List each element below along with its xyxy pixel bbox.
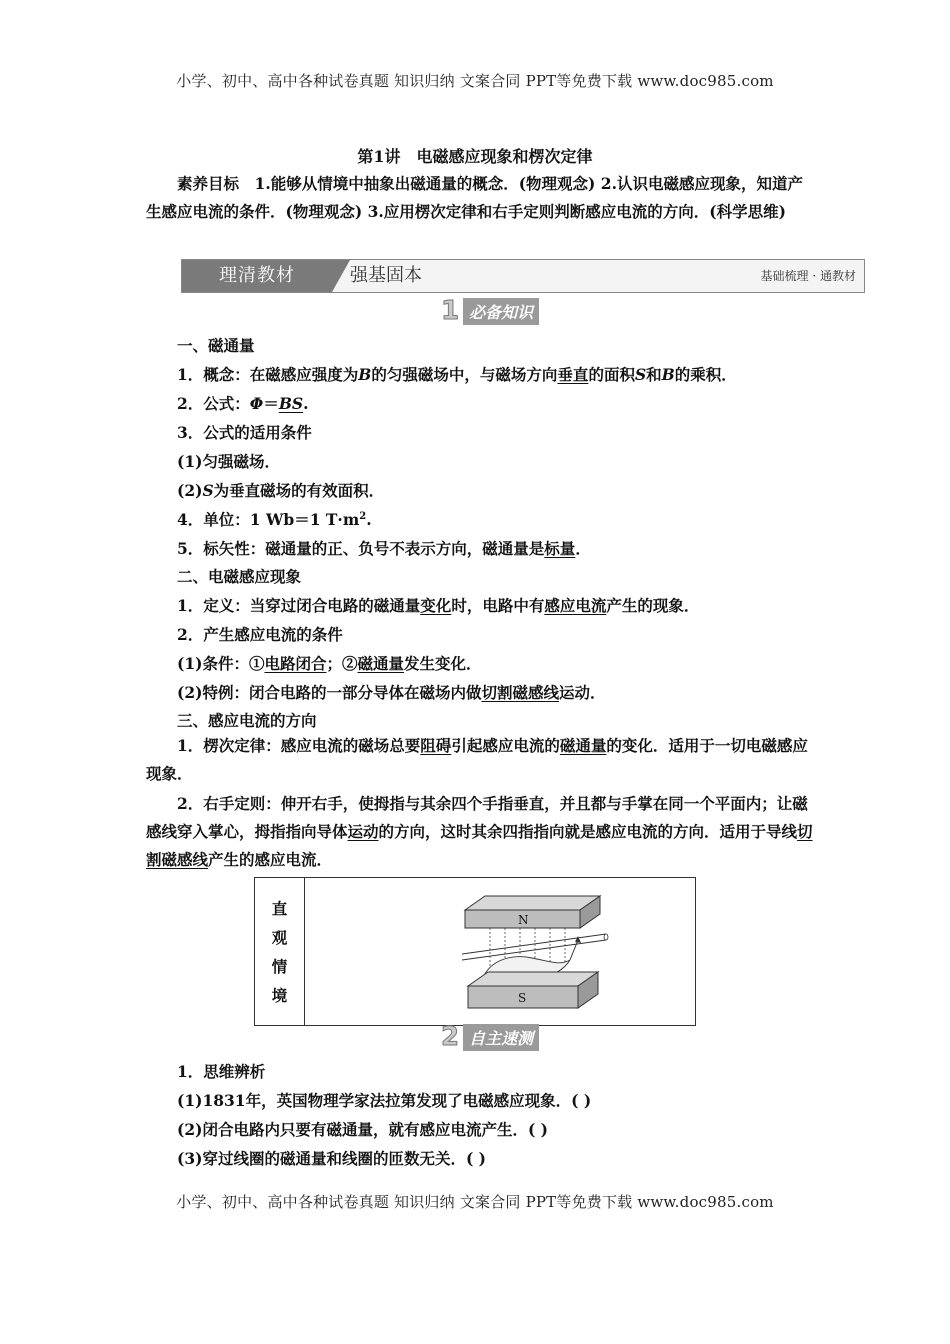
thumb-arrow — [570, 940, 578, 960]
text: 时，电路中有 — [451, 596, 545, 615]
heading-magnetic-flux: 一、磁通量 — [177, 336, 255, 355]
text: 产生的现象． — [606, 596, 700, 615]
heading-current-direction: 三、感应电流的方向 — [177, 711, 317, 730]
text: 的面积 — [588, 365, 635, 384]
flux-scalar — [177, 537, 591, 559]
condition-1: (1)匀强磁场． — [177, 452, 280, 471]
text: 的匀强磁场中，与磁场方向 — [371, 365, 558, 384]
flux-formula — [177, 392, 309, 414]
superscript: 2 — [359, 510, 367, 522]
banner-right: 基础梳理 · 通教材 — [760, 269, 856, 283]
banner-wedge — [332, 260, 350, 292]
text: 的变化．适用于一切电磁感应现象． — [146, 736, 808, 783]
goal-text: 1.能够从情境中抽象出磁通量的概念．(物理观念) 2.认识电磁感应现象，知道产生感应电流的条件．(物理观念) 3.应用楞次定律和右手定则判断感应电流的方向．(科学思维) — [146, 174, 803, 221]
var-b: B — [661, 365, 675, 384]
magnet-n-top — [465, 896, 600, 910]
text: 1．定义：当穿过闭合电路的磁通量 — [177, 596, 421, 615]
var-b: B — [358, 365, 372, 384]
text: 2．右手定则：伸开右手，使拇指与其余四个手指垂直，并且都与手掌在同一个平面内；让磁感线穿入掌心，拇指指向导体 — [146, 794, 808, 841]
text: ；② — [326, 654, 358, 673]
right-hand-rule — [146, 790, 814, 874]
var-s: S — [202, 481, 214, 500]
quiz-item-1: (1)1831年，英国物理学家法拉第发现了电磁感应现象．( ) — [177, 1091, 592, 1110]
answer-underline: 磁通量 — [559, 736, 607, 755]
answer-underline: 标量 — [544, 539, 576, 558]
section-banner — [181, 259, 865, 293]
text: 4．单位：1 Wb＝1 T·m — [177, 510, 360, 529]
text: (1)条件：① — [177, 654, 265, 673]
answer-underline: 磁通量 — [357, 654, 404, 673]
badge-label: 自主速测 — [463, 1024, 539, 1051]
figure-table — [254, 877, 696, 1026]
magnet-diagram — [460, 888, 610, 1016]
text: 2．公式： — [177, 394, 250, 413]
induction-conditions: 2．产生感应电流的条件 — [177, 625, 343, 644]
answer-underline: 感应电流 — [544, 596, 607, 615]
quiz-heading: 1．思维辨析 — [177, 1062, 266, 1081]
text: 运动． — [558, 683, 606, 702]
magnet-n-label: N — [518, 913, 529, 927]
text: 1．楞次定律：感应电流的磁场总要 — [177, 736, 421, 755]
answer-underline: 阻碍 — [420, 736, 452, 755]
var-phi: Φ — [249, 394, 264, 413]
answer-underline: BS — [278, 394, 304, 413]
answer-underline: 变化 — [420, 596, 452, 615]
flux-unit — [177, 508, 372, 530]
section-badge-1 — [441, 297, 539, 325]
text: 5．标矢性：磁通量的正、负号不表示方向，磁通量是 — [177, 539, 545, 558]
condition-2 — [177, 479, 384, 501]
text: 发生变化． — [404, 654, 482, 673]
label-char: 境 — [271, 985, 288, 1005]
text: (2)特例：闭合电路的一部分导体在磁场内做 — [177, 683, 482, 702]
magnet-s-label: S — [518, 991, 527, 1005]
figure-label — [255, 878, 305, 1025]
label-char: 直 — [271, 898, 288, 918]
answer-underline: 运动 — [347, 822, 379, 841]
induction-condition-1 — [177, 652, 482, 674]
lesson-title: 第1讲 电磁感应现象和楞次定律 — [357, 147, 593, 166]
quiz-item-2: (2)闭合电路内只要有磁通量，就有感应电流产生．( ) — [177, 1120, 549, 1139]
induction-definition — [177, 594, 699, 616]
quiz-item-3: (3)穿过线圈的磁通量和线圈的匝数无关．( ) — [177, 1149, 487, 1168]
thumb-arrow-head — [575, 936, 581, 943]
text: 的方向，这时其余四指指向就是感应电流的方向．适用于导线 — [378, 822, 798, 841]
induction-special-case — [177, 681, 606, 703]
page-header: 小学、初中、高中各种试卷真题 知识归纳 文案合同 PPT等免费下载 www.doc985.com — [176, 72, 774, 90]
text: 1．概念：在磁感应强度为 — [177, 365, 359, 384]
banner-middle: 强基固本 — [350, 265, 422, 286]
answer-underline: 切割磁感线 — [146, 822, 813, 869]
badge-number: 2 — [441, 1022, 460, 1052]
text: . — [303, 394, 309, 413]
answer-underline: 电路闭合 — [264, 654, 327, 673]
badge-label: 必备知识 — [463, 298, 539, 325]
text: 为垂直磁场的有效面积． — [213, 481, 385, 500]
label-char: 观 — [271, 927, 288, 947]
answer-underline: 垂直 — [557, 365, 589, 384]
page-footer: 小学、初中、高中各种试卷真题 知识归纳 文案合同 PPT等免费下载 www.doc985.com — [176, 1193, 774, 1211]
lenz-law — [146, 732, 814, 788]
heading-em-induction: 二、电磁感应现象 — [177, 567, 302, 586]
text: (2) — [177, 481, 203, 500]
section-badge-2 — [441, 1023, 539, 1051]
goal-label: 素养目标 — [177, 174, 240, 193]
magnet-s-top — [468, 972, 598, 986]
goal-paragraph — [146, 170, 814, 226]
text: ． — [575, 539, 591, 558]
label-char: 情 — [271, 956, 288, 976]
flux-concept — [177, 363, 737, 385]
badge-number: 1 — [441, 296, 460, 326]
var-s: S — [634, 365, 647, 384]
text: . — [366, 510, 372, 529]
banner-left: 理清教材 — [182, 260, 332, 292]
answer-underline: 切割磁感线 — [481, 683, 559, 702]
text: ＝ — [263, 394, 279, 413]
text: 的乘积． — [674, 365, 737, 384]
text: 引起感应电流的 — [451, 736, 560, 755]
flux-conditions: 3．公式的适用条件 — [177, 423, 312, 442]
text: 产生的感应电流． — [208, 850, 333, 869]
text: 和 — [646, 365, 662, 384]
